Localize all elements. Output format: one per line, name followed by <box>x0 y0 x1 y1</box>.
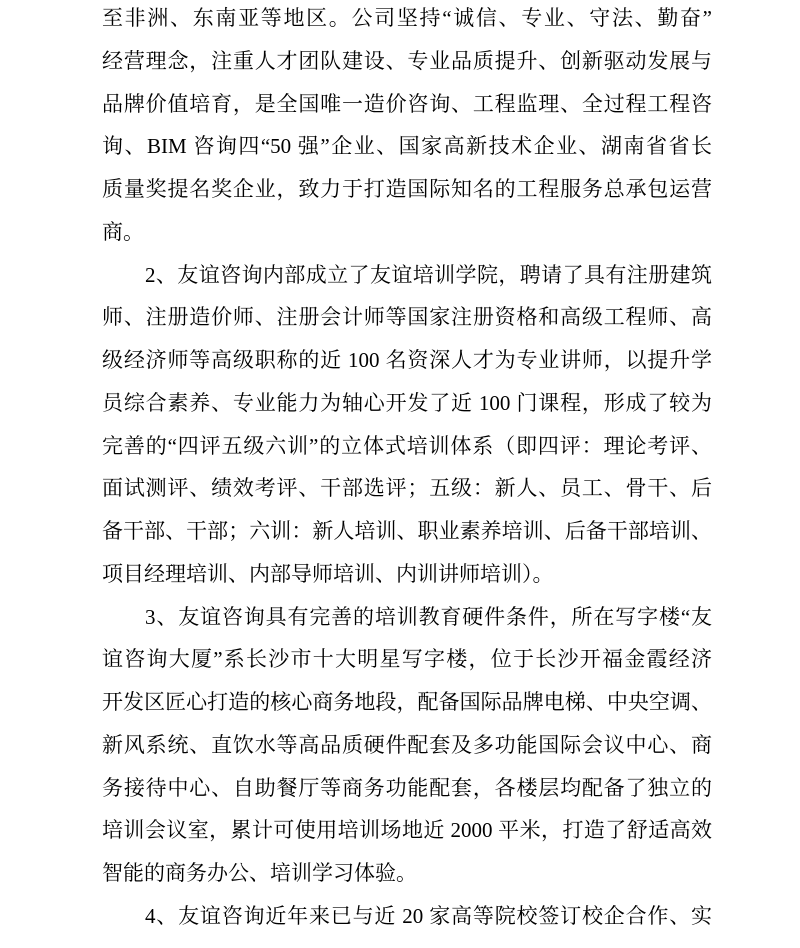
doc-line: 项目经理培训、内部导师培训、内训讲师培训）。 <box>102 561 554 586</box>
paragraph-3 <box>102 596 712 895</box>
doc-line: 培训会议室，累计可使用培训场地近 2000 平米，打造了舒适高效 <box>102 818 712 843</box>
document-text-block <box>102 0 712 938</box>
doc-line: 品牌价值培育，是全国唯一造价咨询、工程监理、全过程工程咨 <box>102 91 712 116</box>
doc-line: 面试测评、绩效考评、干部选评；五级：新人、员工、骨干、后 <box>102 476 712 501</box>
doc-line: 备干部、干部；六训：新人培训、职业素养培训、后备干部培训、 <box>102 519 712 543</box>
doc-line: 4、友谊咨询近年来已与近 20 家高等院校签订校企合作、实 <box>145 903 712 928</box>
paragraph-1-continuation <box>102 0 712 254</box>
doc-line: 完善的“四评五级六训”的立体式培训体系（即四评：理论考评、 <box>102 433 712 458</box>
paragraph-4 <box>102 895 712 938</box>
doc-line: 询、BIM 咨询四“50 强”企业、国家高新技术企业、湖南省省长 <box>102 134 712 159</box>
paragraph-2 <box>102 254 712 596</box>
doc-line: 经营理念，注重人才团队建设、专业品质提升、创新驱动发展与 <box>102 48 712 73</box>
doc-line: 质量奖提名奖企业，致力于打造国际知名的工程服务总承包运营 <box>102 177 712 201</box>
doc-line: 务接待中心、自助餐厅等商务功能配套，各楼层均配备了独立的 <box>102 775 712 800</box>
doc-line: 新风系统、直饮水等高品质硬件配套及多功能国际会议中心、商 <box>102 732 712 757</box>
doc-line: 商。 <box>102 219 144 244</box>
doc-line: 开发区匠心打造的核心商务地段，配备国际品牌电梯、中央空调、 <box>102 690 712 714</box>
doc-line: 智能的商务办公、培训学习体验。 <box>102 861 417 885</box>
doc-line: 师、注册造价师、注册会计师等国家注册资格和高级工程师、高 <box>102 305 712 330</box>
doc-line: 谊咨询大厦”系长沙市十大明星写字楼，位于长沙开福金霞经济 <box>102 647 712 672</box>
doc-line: 员综合素养、专业能力为轴心开发了近 100 门课程，形成了较为 <box>102 390 712 415</box>
doc-line: 2、友谊咨询内部成立了友谊培训学院，聘请了具有注册建筑 <box>145 262 712 287</box>
doc-line: 3、友谊咨询具有完善的培训教育硬件条件，所在写字楼“友 <box>145 604 712 629</box>
doc-line: 至非洲、东南亚等地区。公司坚持“诚信、专业、守法、勤奋” <box>102 6 712 30</box>
doc-line: 级经济师等高级职称的近 100 名资深人才为专业讲师，以提升学 <box>102 348 712 372</box>
